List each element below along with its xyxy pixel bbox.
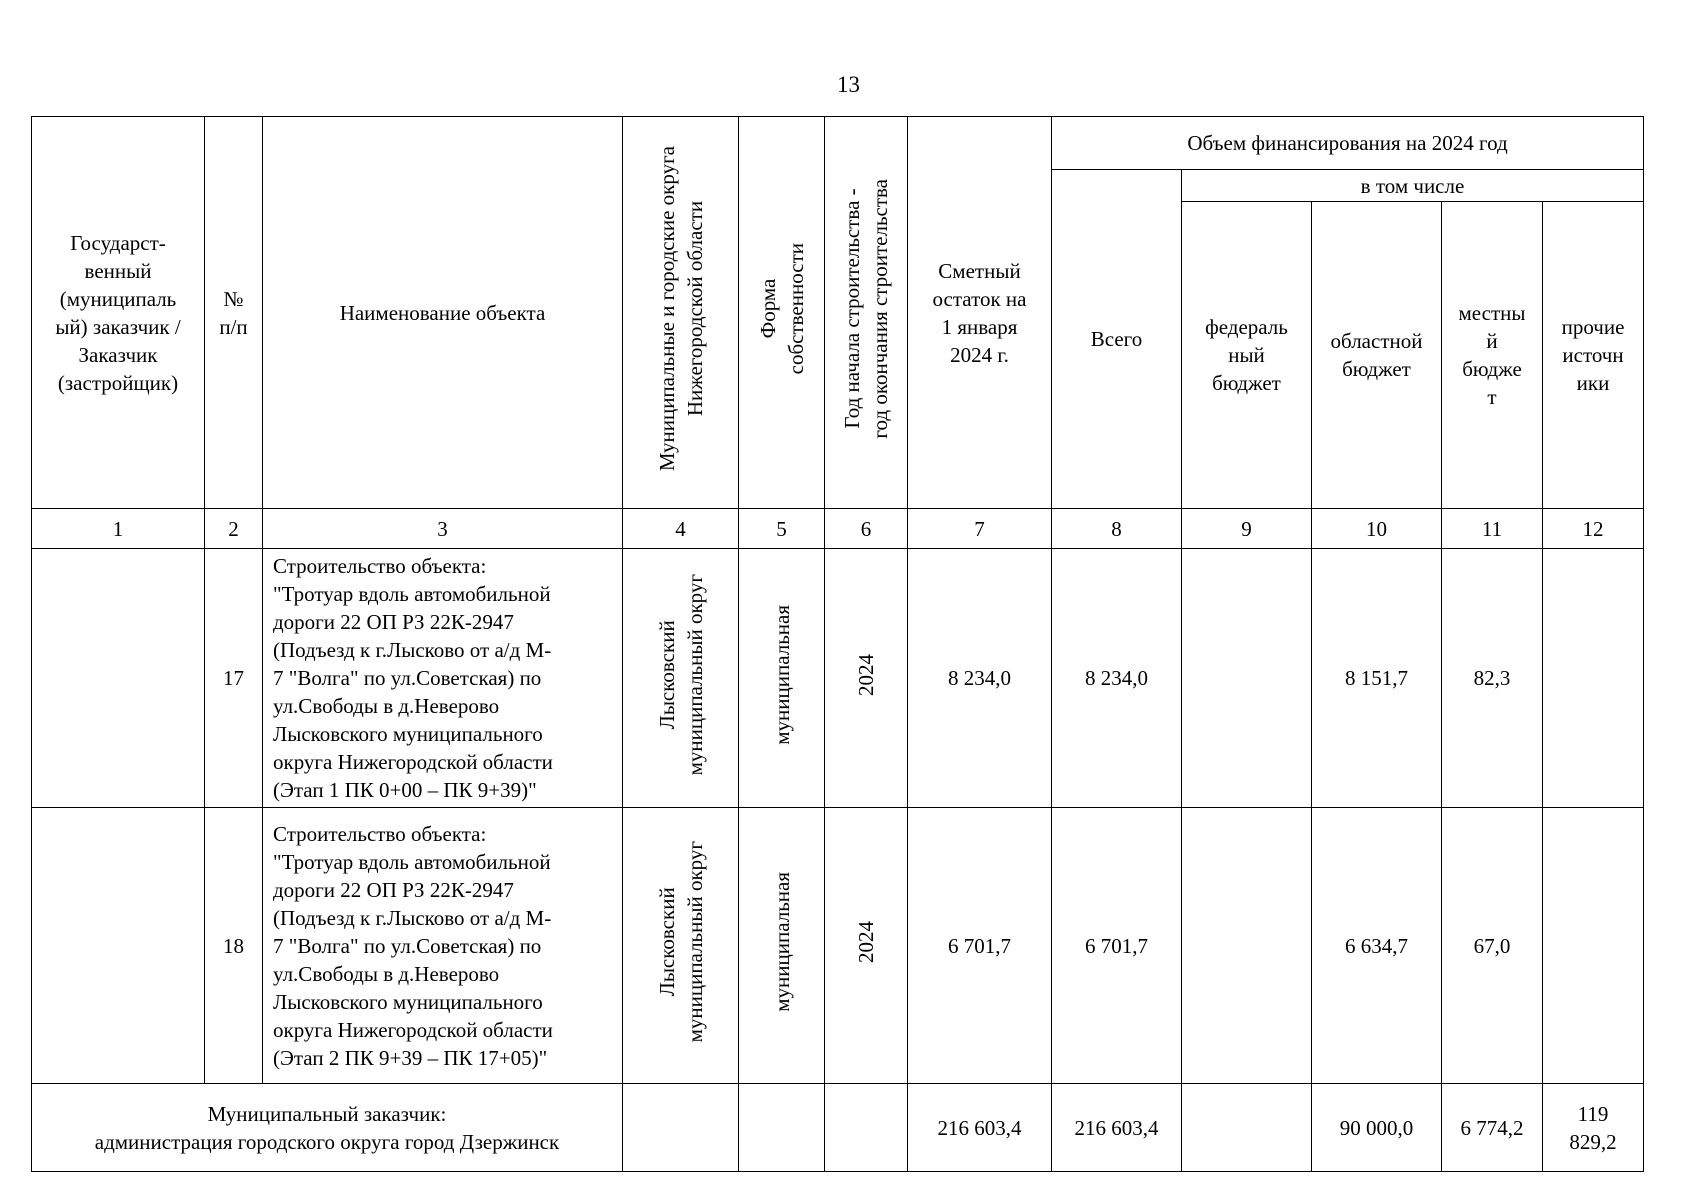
row-municipality-cell (623, 808, 739, 1084)
row-number: 17 (205, 549, 263, 808)
row-municipality-cell (623, 549, 739, 808)
page-number: 13 (837, 72, 860, 97)
header-municipality: Муниципальные и городские округа Нижегородской области (654, 146, 707, 472)
summary-regional: 90 000,0 (1312, 1084, 1442, 1172)
column-number: 12 (1543, 509, 1644, 549)
header-local: местны й бюдже т (1442, 202, 1543, 509)
table-row (32, 549, 1644, 808)
header-number: № п/п (205, 117, 263, 509)
row-ownership-cell (739, 549, 825, 808)
column-number: 3 (263, 509, 623, 549)
row-object-name: Строительство объекта: "Тротуар вдоль автомобильной дороги 22 ОП РЗ 22К-2947 (Подъезд к г.Лысково от а/д М- 7 "Волга" по ул.Советская) по ул.Свободы в д.Неверово Лысковского муниципального округа Нижегородской области (Этап 2 ПК 9+39 – ПК 17+05)" (263, 808, 623, 1084)
summary-local: 6 774,2 (1442, 1084, 1543, 1172)
summary-estimate: 216 603,4 (908, 1084, 1052, 1172)
row-regional: 6 634,7 (1312, 808, 1442, 1084)
column-number: 1 (32, 509, 205, 549)
row-years: 2024 (854, 921, 878, 963)
financing-table (31, 116, 1644, 1172)
header-total: Всего (1052, 170, 1182, 509)
row-estimate: 6 701,7 (908, 808, 1052, 1084)
summary-other: 119 829,2 (1543, 1084, 1644, 1172)
row-federal (1182, 549, 1312, 808)
row-ownership: муниципальная (769, 604, 794, 745)
row-ownership-cell (739, 808, 825, 1084)
column-number: 8 (1052, 509, 1182, 549)
header-municipality-cell (623, 117, 739, 509)
header-regional: областной бюджет (1312, 202, 1442, 509)
summary-ownership (739, 1084, 825, 1172)
column-number: 10 (1312, 509, 1442, 549)
header-years-cell (825, 117, 908, 509)
row-years-cell (825, 808, 908, 1084)
column-number: 11 (1442, 509, 1543, 549)
row-number: 18 (205, 808, 263, 1084)
row-ownership: муниципальная (769, 872, 794, 1012)
table-row (32, 808, 1644, 1084)
summary-federal (1182, 1084, 1312, 1172)
row-local: 67,0 (1442, 808, 1543, 1084)
column-numbers-row (32, 509, 1644, 549)
header-other: прочие источн ики (1543, 202, 1644, 509)
row-estimate: 8 234,0 (908, 549, 1052, 808)
header-ownership-cell (739, 117, 825, 509)
column-number: 5 (739, 509, 825, 549)
row-other (1543, 808, 1644, 1084)
header-ownership: Форма собственности (755, 243, 808, 375)
row-municipality: Лысковский муниципальный округ (654, 573, 707, 776)
row-local: 82,3 (1442, 549, 1543, 808)
row-municipality: Лысковский муниципальный округ (654, 841, 707, 1043)
column-number: 7 (908, 509, 1052, 549)
column-number: 4 (623, 509, 739, 549)
summary-total: 216 603,4 (1052, 1084, 1182, 1172)
row-years: 2024 (854, 653, 878, 696)
header-including: в том числе (1182, 170, 1644, 202)
header-object-name: Наименование объекта (263, 117, 623, 509)
header-funding: Объем финансирования на 2024 год (1052, 117, 1644, 170)
row-years-cell (825, 549, 908, 808)
summary-years (825, 1084, 908, 1172)
row-other (1543, 549, 1644, 808)
header-estimate: Сметный остаток на 1 января 2024 г. (908, 117, 1052, 509)
row-total: 8 234,0 (1052, 549, 1182, 808)
header-customer: Государст- венный (муниципаль ый) заказчик / Заказчик (застройщик) (32, 117, 205, 509)
row-customer (32, 808, 205, 1084)
column-number: 9 (1182, 509, 1312, 549)
row-federal (1182, 808, 1312, 1084)
row-customer (32, 549, 205, 808)
summary-label: Муниципальный заказчик: администрация городского округа город Дзержинск (32, 1084, 623, 1172)
summary-municipality (623, 1084, 739, 1172)
summary-row (32, 1084, 1644, 1172)
row-object-name: Строительство объекта: "Тротуар вдоль автомобильной дороги 22 ОП РЗ 22К-2947 (Подъезд к г.Лысково от а/д М- 7 "Волга" по ул.Советская) по ул.Свободы в д.Неверово Лысковского муниципального округа Нижегородской области (Этап 1 ПК 0+00 – ПК 9+39)" (263, 549, 623, 808)
header-federal: федераль ный бюджет (1182, 202, 1312, 509)
column-number: 2 (205, 509, 263, 549)
header-years: Год начала строительства - год окончания строительства (840, 179, 892, 439)
row-regional: 8 151,7 (1312, 549, 1442, 808)
row-total: 6 701,7 (1052, 808, 1182, 1084)
column-number: 6 (825, 509, 908, 549)
